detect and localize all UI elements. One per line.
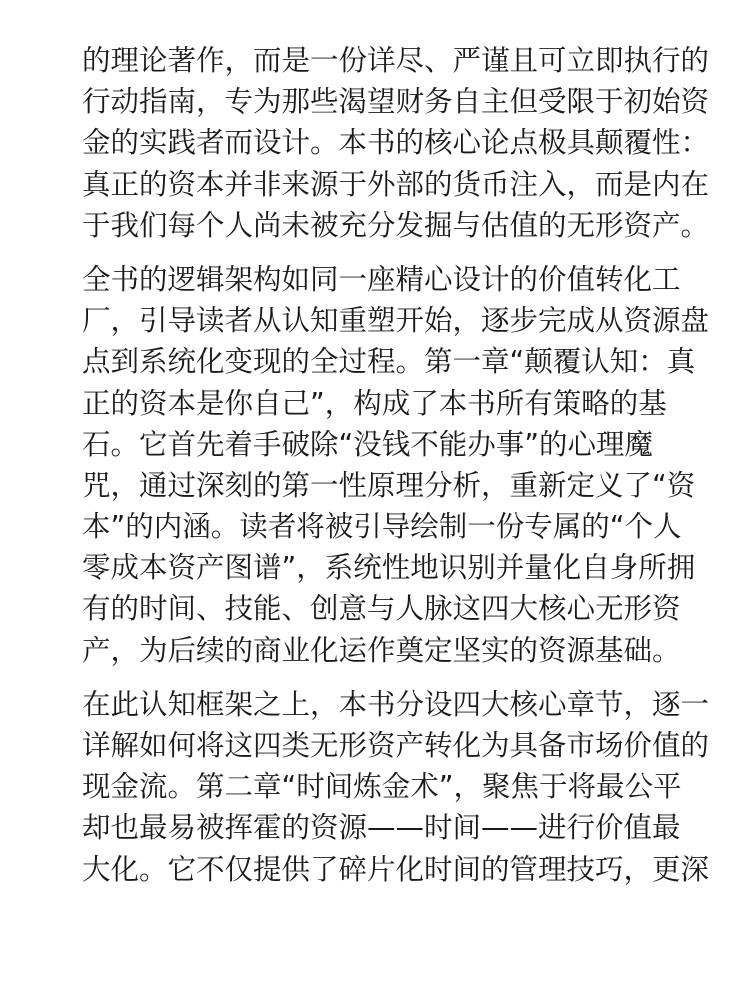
paragraph-3 (82, 684, 710, 890)
text-line: 的理论著作，而是一份详尽、严谨且可立即执行的 (82, 44, 710, 77)
text-line: 在此认知框架之上，本书分设四大核心章节，逐一 (82, 687, 710, 721)
text-line: 全书的逻辑架构如同一座精心设计的价值转化工 (82, 262, 681, 296)
text-line: 详解如何将这四类无形资产转化为具备市场价值的 (82, 729, 710, 762)
text-line: 行动指南，专为那些渴望财务自主但受限于初始资 (82, 85, 710, 119)
text-line: 金的实践者而设计。本书的核心论点极具颠覆性： (82, 126, 710, 160)
text-line: 于我们每个人尚未被充分发掘与估值的无形资产。 (82, 208, 710, 242)
text-line: 却也最易被挥霍的资源——时间——进行价值最 (82, 811, 681, 845)
text-line: 真正的资本并非来源于外部的货币注入，而是内在 (82, 167, 710, 201)
text-line: 本”的内涵。读者将被引导绘制一份专属的“个人 (82, 510, 682, 544)
text-line: 现金流。第二章“时间炼金术”，聚焦于将最公平 (82, 770, 682, 804)
document-page (82, 40, 710, 903)
text-line: 石。它首先着手破除“没钱不能办事”的心理魔 (82, 427, 654, 461)
text-line: 点到系统化变现的全过程。第一章“颠覆认知：真 (82, 345, 696, 379)
text-line: 正的资本是你自己”，构成了本书所有策略的基 (82, 386, 667, 420)
text-line: 厂，引导读者从认知重塑开始，逐步完成从资源盘 (82, 304, 710, 338)
text-line: 零成本资产图谱”，系统性地识别并量化自身所拥 (82, 551, 696, 585)
paragraph-1 (82, 40, 710, 246)
text-line: 大化。它不仅提供了碎片化时间的管理技巧，更深 (82, 852, 710, 886)
paragraph-2 (82, 259, 710, 671)
text-line: 产，为后续的商业化运作奠定坚实的资源基础。 (82, 633, 681, 667)
text-line: 有的时间、技能、创意与人脉这四大核心无形资 (82, 592, 681, 626)
text-line: 咒，通过深刻的第一性原理分析，重新定义了“资 (82, 468, 696, 502)
